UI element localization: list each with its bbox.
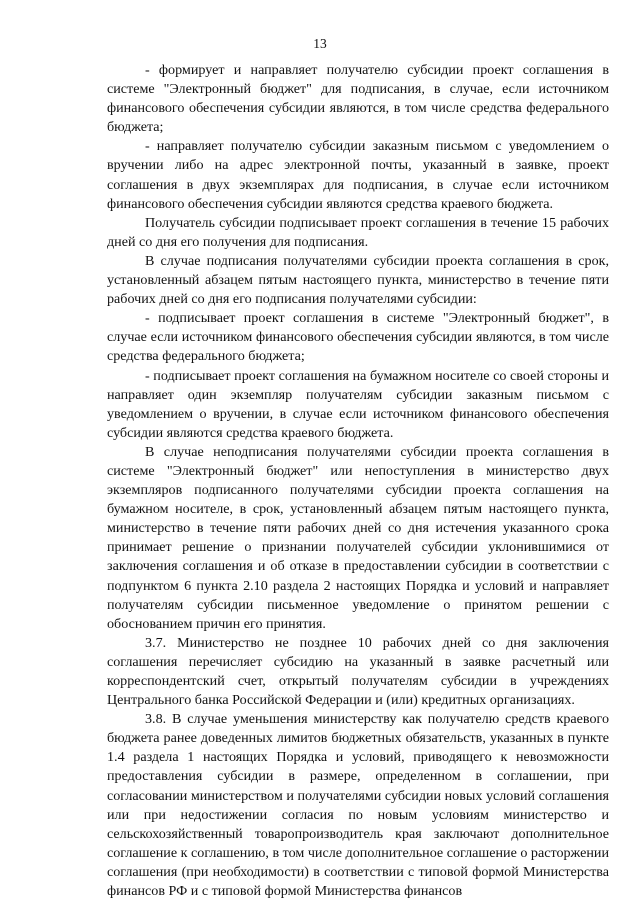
paragraph-if-not-signed: В случае неподписания получателями субсидии проекта соглашения в системе "Электронный бюджет" или непоступления в министерство двух экземпляров подписанного получателями субсидии проекта соглашения на бумажном носителе, в срок, установленный абзацем пятым настоящего пункта, министерство в течение пяти рабочих дней со дня истечения указанного срока принимает решение о признании получателей субсидии уклонившимися от заключения соглашения и об отказе в предоставлении субсидии в соответствии с подпунктом 6 пункта 2.10 раздела 2 настоящих Порядка и условий и направляет получателям субсидии письменное уведомление о принятом решении с обоснованием причин его принятия. — [107, 443, 609, 632]
paragraph-bullet-signs-paper: - подписывает проект соглашения на бумажном носителе со своей стороны и направляет один экземпляр получателям субсидии заказным письмом с уведомлением о вручении, в случае если источником финансового обеспечения субсидии являются средства краевого бюджета. — [107, 367, 609, 441]
paragraph-section-3-7: 3.7. Министерство не позднее 10 рабочих дней со дня заключения соглашения перечисляет субсидию на указанный в заявке расчетный или корреспондентский счет, открытый получателям субсидии в учреждениях Центрального банка Российской Федерации и (или) кредитных организациях. — [107, 634, 609, 709]
paragraph-bullet-electronic-budget: - формирует и направляет получателю субсидии проект соглашения в системе "Электронный бюджет" для подписания, в случае, если источником финансового обеспечения субсидии являются, в том числе средства федерального бюджета; — [107, 62, 609, 136]
paragraph-section-3-8: 3.8. В случае уменьшения министерству как получателю средств краевого бюджета ранее доведенных лимитов бюджетных обязательств, указанных в пункте 1.4 раздела 1 настоящих Порядка и условий, приводящего к невозможности предоставления субсидии в размере, определенном в соглашении, при согласовании министерством и получателями субсидии новых условий соглашения или при недостижении согласия по новым условиям министерство и сельскохозяйственный товаропроизводитель края заключают дополнительное соглашение к соглашению, в том числе дополнительное соглашение о расторжении соглашения (при необходимости) в соответствии с типовой формой Министерства финансов РФ и с типовой формой Министерства финансов — [107, 711, 609, 900]
paragraph-signing-deadline: Получатель субсидии подписывает проект соглашения в течение 15 рабочих дней со дня его получения для подписания. — [107, 214, 609, 250]
page-number: 13 — [313, 36, 327, 51]
document-body — [107, 61, 609, 901]
paragraph-bullet-registered-mail: - направляет получателю субсидии заказным письмом с уведомлением о вручении либо на адрес электронной почты, указанный в заявке, проект соглашения в двух экземплярах для подписания, в случае если источником финансового обеспечения субсидии являются средства краевого бюджета. — [107, 138, 609, 212]
paragraph-bullet-signs-electronic: - подписывает проект соглашения в системе "Электронный бюджет", в случае если источником финансового обеспечения субсидии являются, в том числе средства федерального бюджета; — [107, 310, 609, 365]
paragraph-if-signed: В случае подписания получателями субсидии проекта соглашения в срок, установленный абзацем пятым настоящего пункта, министерство в течение пяти рабочих дней со дня его подписания получателями субсидии: — [107, 252, 609, 308]
